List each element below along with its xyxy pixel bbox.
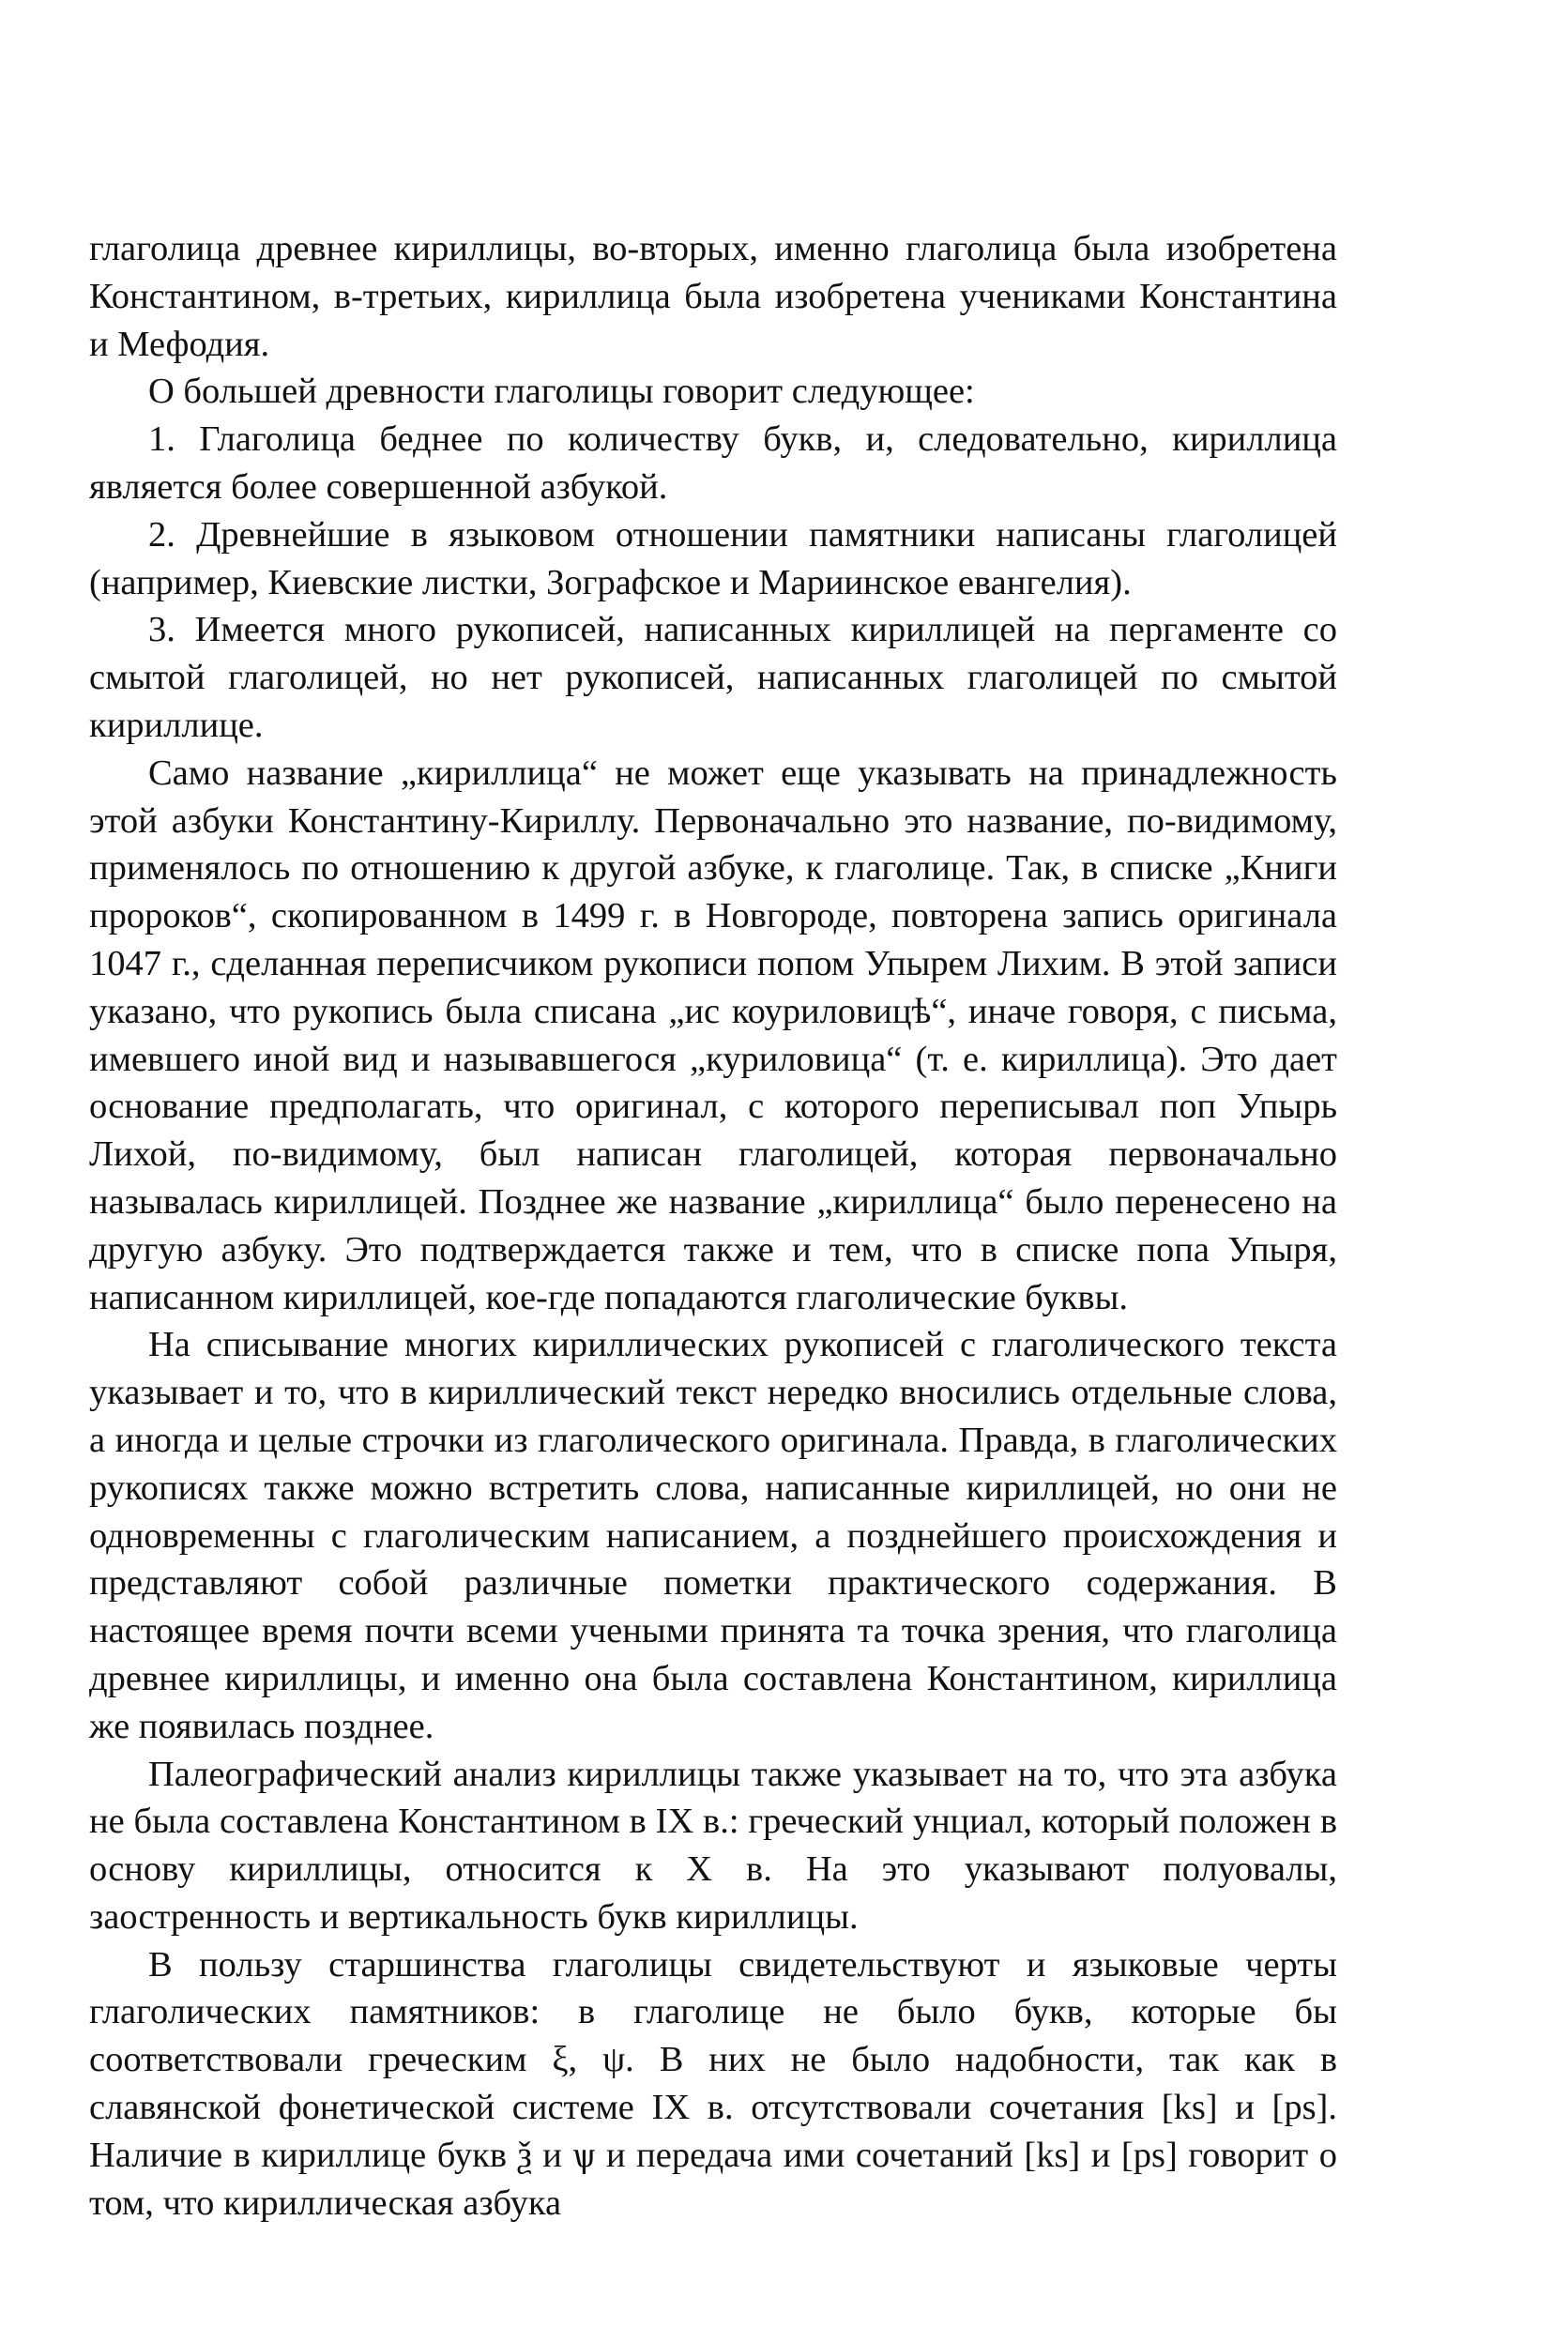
paragraph-copying-manuscripts: На списывание многих кириллических рукописей с глаголического текста указывает и то, что в кириллический текст нередко вносились отдельные слова, а иногда и целые строчки из глаголического оригинала. Правда, в глаголических рукописях также можно встретить слова, написанные кириллицей, но они не одновременны с глаголическим написанием, а позднейшего происхождения и представляют собой различные пометки практического содержания. В настоящее время почти всеми учеными принята та точка зрения, что глаголица древнее кириллицы, и именно она была составлена Константином, кириллица же появилась позднее. [89,1325,1337,1746]
paragraph-linguistic-features: В пользу старшинства глаголицы свидетельствуют и языковые черты глаголических памятников: в глаголице не было букв, которые бы соответствовали греческим ξ, ψ. В них не было надобности, так как в славянской фонетической системе IX в. отсутствовали сочетания [ks] и [ps]. Наличие в кириллице букв ѯ и ѱ и передача ими сочетаний [ks] и [ps] говорит о том, что кириллическая азбука [89,1944,1337,2223]
paragraph-point-3: 3. Имеется много рукописей, написанных кириллицей на пергаменте со смытой глаголицей, но нет рукописей, написанных глаголицей по смытой кириллице. [89,610,1337,745]
paragraph-point-2: 2. Древнейшие в языковом отношении памятники написаны глаголицей (например, Киевские листки, Зографское и Мариинское евангелия). [89,514,1337,602]
paragraph-point-1: 1. Глаголица беднее по количеству букв, и, следовательно, кириллица является более совершенной азбукой. [89,419,1337,507]
paragraph-name-kirillitsa: Само название „кириллица“ не может еще указывать на принадлежность этой азбуки Константину-Кириллу. Первоначально это название, по-видимому, применялось по отношению к другой азбуке, к глаголице. Так, в списке „Книги пророков“, скопированном в 1499 г. в Новгороде, повторена запись оригинала 1047 г., сделанная переписчиком рукописи попом Упырем Лихим. В этой записи указано, что рукопись была списана „ис коуриловицѣ“, иначе говоря, с письма, имевшего иной вид и называвшегося „куриловица“ (т. е. кириллица). Это дает основание предполагать, что оригинал, с которого переписывал поп Упырь Лихой, по-видимому, был написан глаголицей, которая первоначально называлась кириллицей. Позднее же название „кириллица“ было перенесено на другую азбуку. Это подтверждается также и тем, что в списке попа Упыря, написанном кириллицей, кое-где попадаются глаголические буквы. [89,753,1337,1317]
paragraph-continuation: глаголица древнее кириллицы, во-вторых, именно глаголица была изобретена Константином, в-третьих, кириллица была изобретена учениками Константина и Мефодия. [89,229,1337,364]
paragraph-paleographic-analysis: Палеографический анализ кириллицы также указывает на то, что эта азбука не была составлена Константином в IX в.: греческий унциал, который положен в основу кириллицы, относится к X в. На это указывают полуовалы, заостренность и вертикальность букв кириллицы. [89,1754,1337,1937]
paragraph-intro-evidence: О большей древности глаголицы говорит следующее: [148,372,975,412]
book-page-text [89,225,1337,2227]
